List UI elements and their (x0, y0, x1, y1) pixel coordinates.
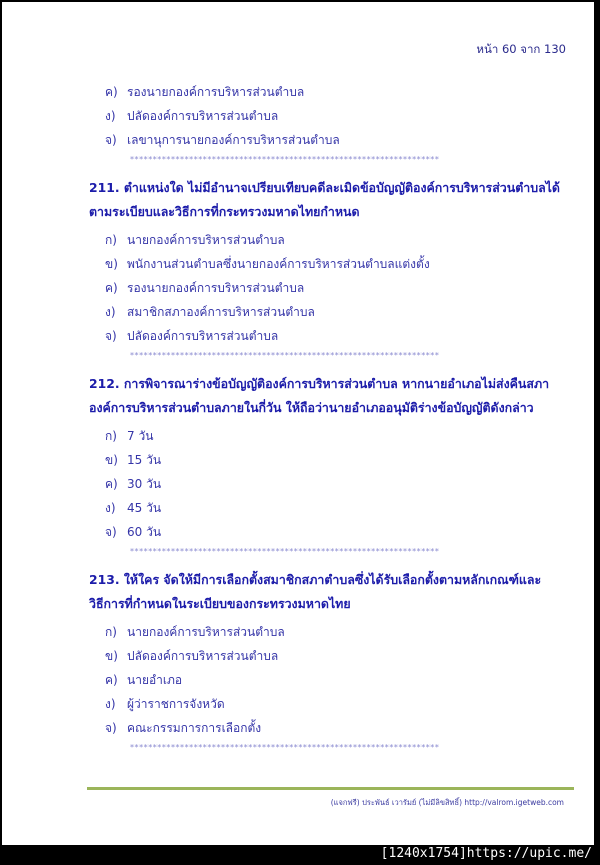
option-item (105, 303, 315, 322)
question-213-line1: 213. ให้ใคร จัดให้มีการเลือกตั้งสมาชิกสภาตำบลซึ่งได้รับเลือกตั้งตามหลักเกณฑ์และ (89, 572, 542, 587)
option-item (105, 719, 261, 738)
question-212-line2: องค์การบริหารส่วนตำบลภายในกี่วัน ให้ถือว่านายอำเภออนุมัติร่างข้อบัญญัติดังกล่าว (89, 400, 534, 415)
option-item (105, 671, 182, 690)
option-item (105, 83, 304, 102)
watermark: [1240x1754]https://upic.me/ (380, 846, 592, 861)
question-213-line2: วิธีการที่กำหนดในระเบียบของกระทรวงมหาดไทย (89, 596, 351, 611)
option-label: ง) (105, 305, 116, 319)
separator: ******************************************************************** (130, 156, 440, 164)
option-label: ก) (105, 429, 117, 443)
option-label: จ) (105, 133, 117, 147)
option-label: ค) (105, 281, 118, 295)
option-item (105, 499, 161, 518)
option-item (105, 279, 304, 298)
option-item (105, 427, 153, 446)
option-item (105, 451, 161, 470)
option-text: นายอำเภอ (127, 673, 183, 687)
option-label: ก) (105, 233, 117, 247)
option-label: จ) (105, 721, 117, 735)
option-label: ก) (105, 625, 117, 639)
option-label: ข) (105, 649, 118, 663)
option-text: ผู้ว่าราชการจังหวัด (127, 697, 225, 711)
option-text: รองนายกองค์การบริหารส่วนตำบล (127, 85, 305, 99)
option-item (105, 647, 278, 666)
option-label: ค) (105, 477, 118, 491)
option-text: พนักงานส่วนตำบลซึ่งนายกองค์การบริหารส่วนตำบลแต่งตั้ง (127, 257, 430, 271)
question-212-line1: 212. การพิจารณาร่างข้อบัญญัติองค์การบริหารส่วนตำบล หากนายอำเภอไม่ส่งคืนสภา (89, 376, 550, 391)
option-item (105, 231, 285, 250)
option-label: ค) (105, 85, 118, 99)
option-text: นายกองค์การบริหารส่วนตำบล (127, 233, 285, 247)
option-text: 15 วัน (127, 453, 162, 467)
option-text: 30 วัน (127, 477, 162, 491)
option-text: 7 วัน (127, 429, 154, 443)
separator: ******************************************************************** (130, 744, 440, 752)
option-item (105, 327, 278, 346)
option-label: ง) (105, 697, 116, 711)
option-text: ปลัดองค์การบริหารส่วนตำบล (127, 329, 279, 343)
option-text: สมาชิกสภาองค์การบริหารส่วนตำบล (127, 305, 315, 319)
question-211-line2: ตามระเบียบและวิธีการที่กระทรวงมหาดไทยกำหนด (89, 204, 360, 219)
option-label: ข) (105, 257, 118, 271)
option-label: ง) (105, 109, 116, 123)
option-item (105, 107, 278, 126)
page-indicator: หน้า 60 จาก 130 (476, 42, 566, 56)
option-label: ข) (105, 453, 118, 467)
option-item (105, 695, 225, 714)
option-text: รองนายกองค์การบริหารส่วนตำบล (127, 281, 305, 295)
document-page (2, 2, 594, 845)
option-label: จ) (105, 525, 117, 539)
option-text: 45 วัน (127, 501, 162, 515)
option-label: จ) (105, 329, 117, 343)
option-text: 60 วัน (127, 525, 162, 539)
option-item (105, 623, 285, 642)
separator: ******************************************************************** (130, 548, 440, 556)
option-item (105, 475, 161, 494)
option-text: ปลัดองค์การบริหารส่วนตำบล (127, 649, 279, 663)
option-item (105, 523, 161, 542)
footer-rule (87, 787, 574, 790)
option-text: ปลัดองค์การบริหารส่วนตำบล (127, 109, 279, 123)
separator: ******************************************************************** (130, 352, 440, 360)
option-text: นายกองค์การบริหารส่วนตำบล (127, 625, 285, 639)
footer-credit: (แจกฟรี) ประพันธ์ เวารัมย์ (ไม่มีลิขสิทธิ์) http://valrom.igetweb.com (330, 798, 564, 807)
option-label: ค) (105, 673, 118, 687)
option-label: ง) (105, 501, 116, 515)
question-211-line1: 211. ตำแหน่งใด ไม่มีอำนาจเปรียบเทียบคดีละเมิดข้อบัญญัติองค์การบริหารส่วนตำบลได้ (89, 180, 560, 195)
option-item (105, 131, 340, 150)
option-item (105, 255, 430, 274)
option-text: เลขานุการนายกองค์การบริหารส่วนตำบล (127, 133, 340, 147)
option-text: คณะกรรมการการเลือกตั้ง (127, 721, 262, 735)
